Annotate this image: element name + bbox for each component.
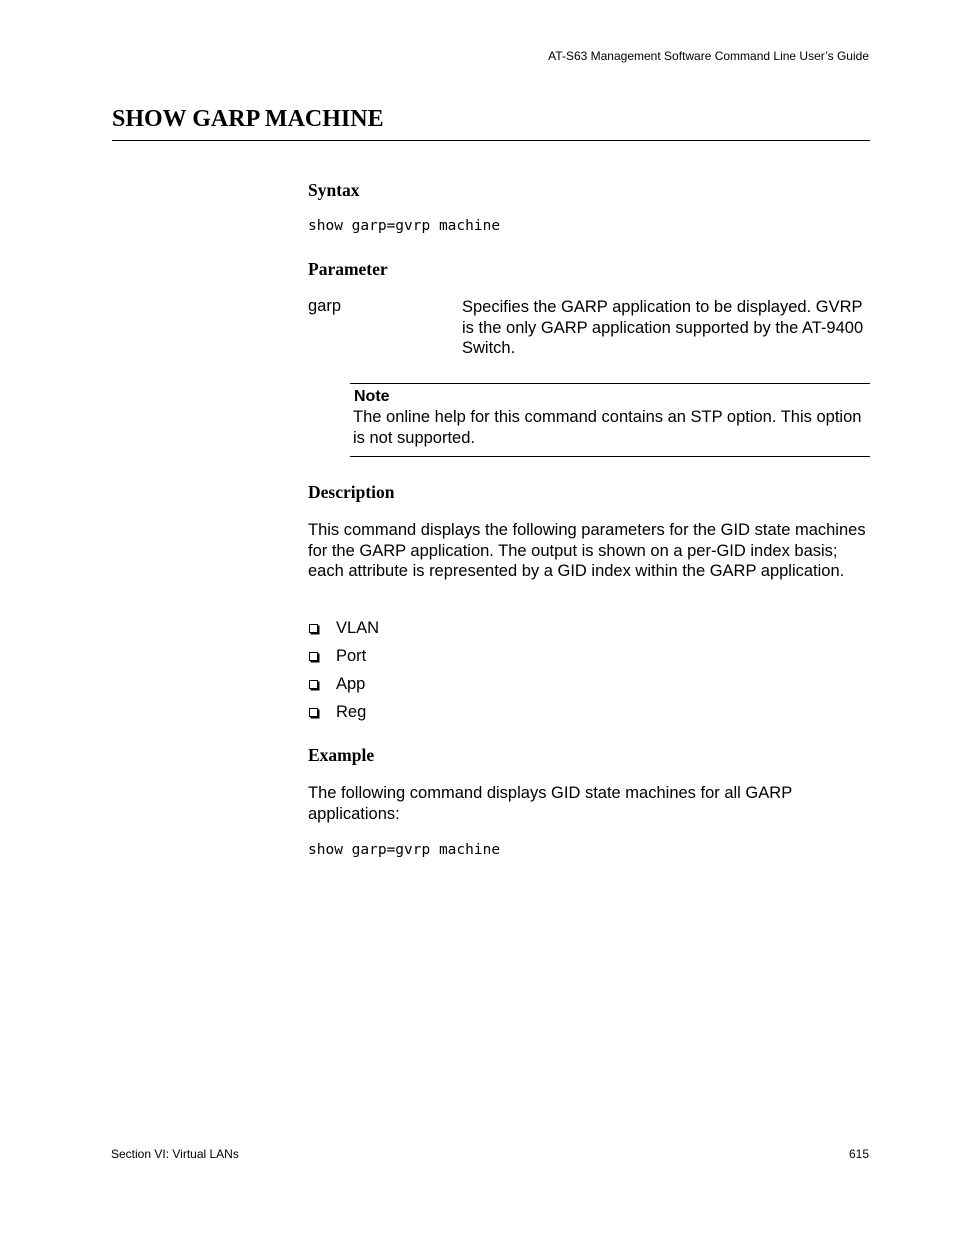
note-box [350, 383, 870, 457]
checkbox-bullet-icon [309, 680, 318, 689]
list-item-label: VLAN [336, 619, 380, 637]
description-heading: Description [308, 482, 395, 502]
description-text: This command displays the following parameters for the GID state machines for the GARP application. The output is shown on a per-GID index basis; each attribute is represented by a GID index within the GARP application. [308, 521, 866, 581]
list-item-label: Reg [336, 703, 367, 721]
running-header: AT-S63 Management Software Command Line User’s Guide [548, 49, 869, 63]
page-title: SHOW GARP MACHINE [112, 106, 384, 132]
note-text: The online help for this command contains an STP option. This option is not supported. [353, 408, 862, 447]
checkbox-bullet-icon [309, 652, 318, 661]
note-label: Note [354, 388, 390, 405]
checkbox-bullet-icon [309, 624, 318, 633]
example-heading: Example [308, 745, 375, 765]
parameter-name: garp [308, 297, 342, 315]
example-text: The following command displays GID state machines for all GARP applications: [308, 784, 792, 823]
footer-section: Section VI: Virtual LANs [111, 1147, 239, 1161]
list-item-label: Port [336, 647, 367, 665]
list-item-label: App [336, 675, 366, 693]
title-rule [112, 140, 870, 141]
parameter-description: Specifies the GARP application to be displayed. GVRP is the only GARP application supported by the AT-9400 Switch. [462, 298, 864, 358]
syntax-heading: Syntax [308, 180, 360, 200]
parameter-heading: Parameter [308, 259, 388, 279]
syntax-command: show garp=gvrp machine [308, 218, 501, 234]
footer-page-number: 615 [848, 1147, 869, 1161]
example-command: show garp=gvrp machine [308, 842, 501, 858]
checkbox-bullet-icon [309, 708, 318, 717]
